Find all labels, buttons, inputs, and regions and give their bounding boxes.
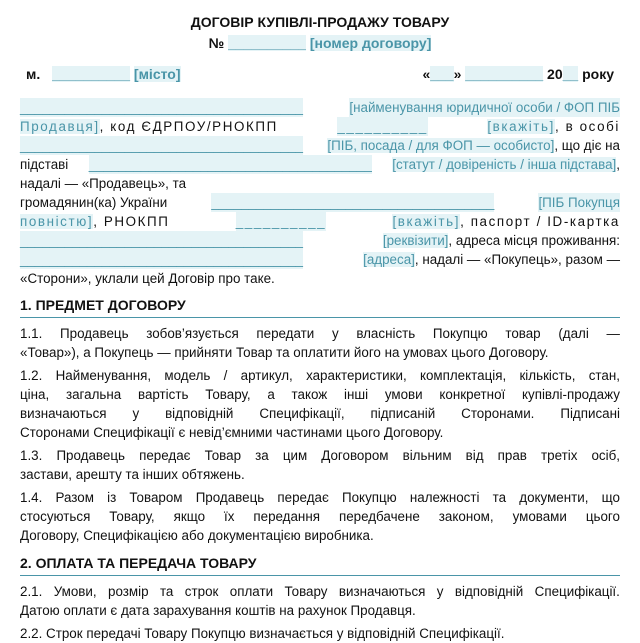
clause-2-1-line-1: 2.1. Умови, розмір та строк оплати Товару визначаються у відповідній Специфікації. bbox=[20, 584, 620, 599]
buyer-code-placeholder[interactable]: [вкажіть] bbox=[392, 214, 461, 229]
year-prefix: 20 bbox=[547, 66, 563, 82]
month-blank[interactable]: __________ bbox=[465, 66, 544, 82]
section-2-heading: 2. ОПЛАТА ТА ПЕРЕДАЧА ТОВАРУ bbox=[20, 554, 620, 576]
intro-line-4 bbox=[20, 155, 620, 174]
buyer-name-blank[interactable]: ______________________________________ bbox=[211, 195, 495, 210]
day-blank[interactable]: ___ bbox=[430, 66, 454, 82]
basis-placeholder[interactable]: [статут / довіреність / інша підстава] bbox=[392, 157, 617, 172]
intro-line-6 bbox=[20, 193, 620, 212]
contract-title: ДОГОВІР КУПІВЛІ-ПРОДАЖУ ТОВАРУ bbox=[190, 14, 450, 30]
clause-1-4-line-3: Договору, Специфікацією або документацією виробника. bbox=[20, 528, 374, 543]
city-prefix: м. bbox=[26, 66, 41, 82]
clause-1-4-line-1: 1.4. Разом із Товаром Продавець передає Покупцю належності та документи, що bbox=[20, 490, 620, 505]
buyer-code-blank[interactable]: __________ bbox=[235, 214, 327, 229]
date-close-quote: » bbox=[453, 66, 462, 82]
seller-name-placeholder[interactable]: [найменування юридичної особи / ФОП ПІБ bbox=[349, 100, 620, 115]
passport-label: , паспорт / ID-картка bbox=[460, 214, 620, 229]
clause-2-2-line-1: 2.2. Строк передачі Товару Покупцю визначається у відповідній Специфікації. bbox=[20, 626, 505, 641]
clause-1-1-line-1: 1.1. Продавець зобов’язується передати у власність Покупцю товар (далі — bbox=[20, 326, 620, 341]
clause-1-3 bbox=[20, 446, 620, 484]
clause-1-1-line-2: «Товар»), а Покупець — прийняти Товар та оплатити його на умовах цього Договору. bbox=[20, 345, 549, 360]
address-blank[interactable]: ______________________________________ bbox=[20, 252, 303, 267]
clause-1-3-line-2: застави, арешту та інших обтяжень. bbox=[20, 467, 245, 482]
number-blank[interactable]: __________ bbox=[228, 35, 306, 51]
place-date-line bbox=[20, 65, 620, 84]
seller-name-placeholder-end[interactable]: Продавця] bbox=[20, 119, 100, 134]
buyer-alias: , надалі — «Покупець», разом — bbox=[414, 252, 620, 267]
basis-label: підставі bbox=[20, 157, 69, 172]
seller-name-blank[interactable]: ______________________________________ bbox=[20, 100, 303, 115]
clause-1-4 bbox=[20, 488, 620, 545]
city-blank[interactable]: __________ bbox=[52, 66, 131, 82]
clause-1-2-line-1: 1.2. Найменування, модель / артикул, характеристики, комплектація, кількість, стан, bbox=[20, 368, 620, 383]
seller-code-placeholder[interactable]: [вкажіть] bbox=[487, 119, 555, 134]
intro-line-1 bbox=[20, 98, 620, 117]
clause-1-1 bbox=[20, 324, 620, 362]
year-suffix: року bbox=[582, 66, 614, 82]
section-1-heading: 1. ПРЕДМЕТ ДОГОВОРУ bbox=[20, 296, 620, 318]
rnokpp-label: , РНОКПП bbox=[93, 214, 170, 229]
contract-number-line bbox=[20, 34, 620, 53]
intro-line-3 bbox=[20, 136, 620, 155]
clause-1-4-line-2: стосуються Товару, якщо їх передання передбачене законом, умовами цього bbox=[20, 509, 620, 524]
clause-1-2 bbox=[20, 366, 620, 442]
year-blank[interactable]: __ bbox=[562, 66, 579, 82]
representative-blank[interactable]: ______________________________________ bbox=[20, 138, 303, 153]
clause-1-2-line-3: визначаються у відповідній Специфікації, підписаній Сторонами. Підписані bbox=[20, 406, 620, 421]
date-field bbox=[422, 65, 614, 84]
basis-blank[interactable]: ______________________________________ bbox=[88, 157, 372, 172]
buyer-name-placeholder[interactable]: [ПІБ Покупця bbox=[538, 195, 620, 210]
representative-placeholder[interactable]: [ПІБ, посада / для ФОП — особисто] bbox=[327, 138, 555, 153]
number-prefix: № bbox=[208, 35, 225, 51]
code-label: , код ЄДРПОУ/РНОКПП bbox=[99, 119, 278, 134]
buyer-name-placeholder-end[interactable]: повністю] bbox=[20, 214, 94, 229]
number-placeholder[interactable]: [номер договору] bbox=[309, 35, 432, 51]
clause-2-1-line-2: Датою оплати є дата зарахування коштів на рахунок Продавця. bbox=[20, 603, 416, 618]
city-placeholder[interactable]: [місто] bbox=[133, 66, 181, 82]
seller-code-blank[interactable]: __________ bbox=[337, 119, 428, 134]
seller-alias: надалі — «Продавець», та bbox=[20, 176, 187, 191]
intro-line-7 bbox=[20, 212, 620, 231]
intro-line-9 bbox=[20, 250, 620, 269]
parties-alias: «Сторони», уклали цей Договір про таке. bbox=[20, 271, 275, 286]
represented-by-label: , в особі bbox=[554, 119, 620, 134]
acting-on-label: , що діє на bbox=[554, 138, 620, 153]
date-open-quote: « bbox=[422, 66, 431, 82]
clause-1-2-line-4: Сторонами Специфікації є невід’ємними частинами цього Договору. bbox=[20, 425, 444, 440]
intro-line-2 bbox=[20, 117, 620, 136]
clause-1-2-line-2: ціна, загальна вартість Товару, а також інші умови конкретної купівлі-продажу bbox=[20, 387, 620, 402]
clause-2-1 bbox=[20, 582, 620, 620]
city-field bbox=[26, 65, 181, 84]
clause-1-3-line-1: 1.3. Продавець передає Товар за цим Договором вільним від прав третіх осіб, bbox=[20, 448, 620, 463]
citizen-label: громадянин(ка) України bbox=[20, 195, 168, 210]
address-label: , адреса місця проживання: bbox=[448, 233, 620, 248]
address-placeholder[interactable]: [адреса] bbox=[363, 252, 415, 267]
parties-intro bbox=[20, 98, 620, 288]
clause-2-2 bbox=[20, 624, 620, 643]
passport-blank[interactable]: ______________________________________ bbox=[20, 233, 303, 248]
passport-placeholder[interactable]: [реквізити] bbox=[382, 233, 449, 248]
intro-line-8 bbox=[20, 231, 620, 250]
basis-comma: , bbox=[616, 157, 620, 172]
